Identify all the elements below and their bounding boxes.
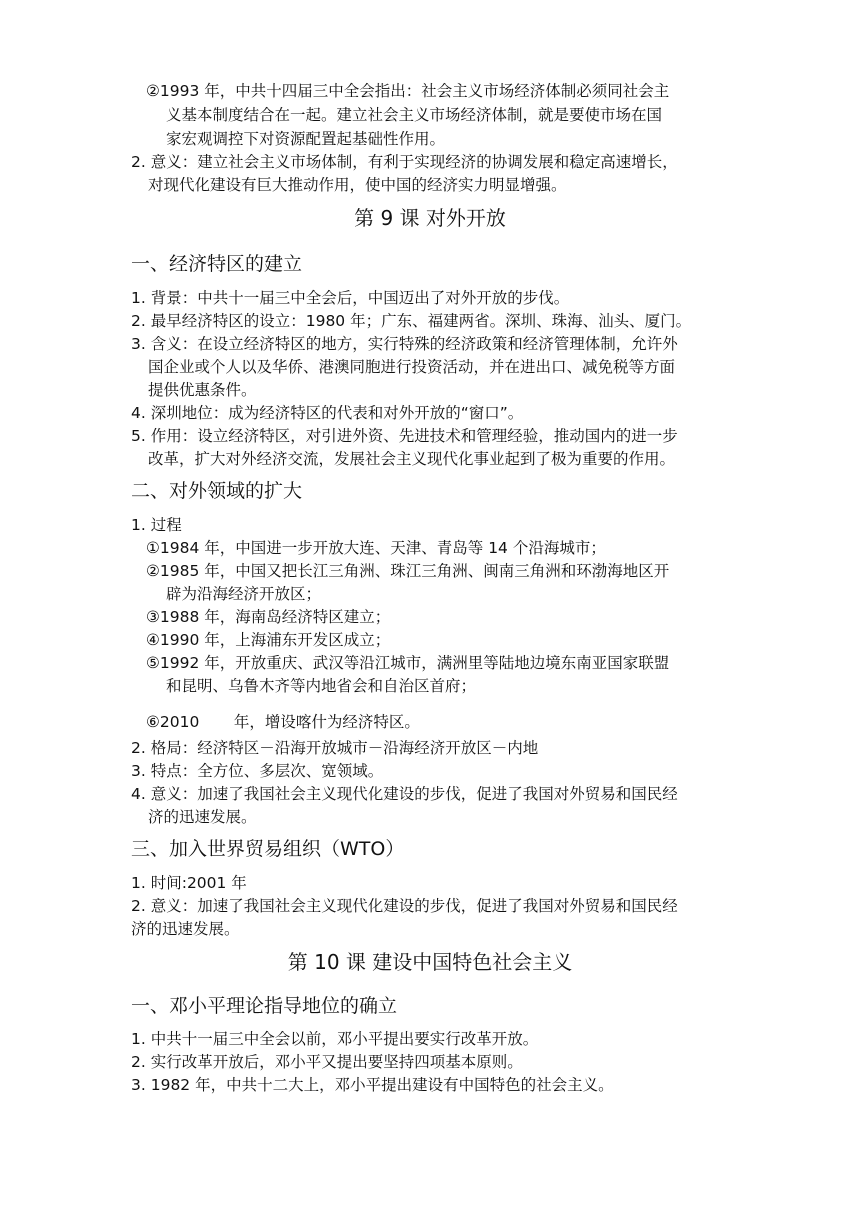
lesson-9-s3-point-2-line-1: 2. 意义：加速了我国社会主义现代化建设的步伐，促进了我国对外贸易和国民经 bbox=[131, 897, 678, 915]
lesson-10-title: 第 10 课 建设中国特色社会主义 bbox=[287, 950, 573, 974]
intro-point-2-line-2: 对现代化建设有巨大推动作用，使中国的经济实力明显增强。 bbox=[148, 176, 567, 194]
lesson-9-s1-point-2: 2. 最早经济特区的设立：1980 年；广东、福建两省。深圳、珠海、汕头、厦门。 bbox=[131, 312, 692, 330]
lesson-9-s1-point-3-line-2: 国企业或个人以及华侨、港澳同胞进行投资活动，并在进出口、减免税等方面 bbox=[148, 358, 676, 376]
lesson-9-s3-point-2-line-2: 济的迅速发展。 bbox=[131, 920, 240, 938]
intro-item-2-line-1: ②1993 年，中共十四届三中全会指出：社会主义市场经济体制必须同社会主 bbox=[146, 82, 670, 100]
lesson-9-s2-point-2: 2. 格局：经济特区－沿海开放城市－沿海经济开放区－内地 bbox=[131, 739, 539, 757]
lesson-9-s1-point-5-line-1: 5. 作用：设立经济特区，对引进外资、先进技术和管理经验，推动国内的进一步 bbox=[131, 427, 678, 445]
lesson-10-s1-point-1: 1. 中共十一届三中全会以前，邓小平提出要实行改革开放。 bbox=[131, 1030, 539, 1048]
lesson-9-section-3-heading: 三、加入世界贸易组织（WTO） bbox=[131, 838, 405, 860]
lesson-9-section-2-heading: 二、对外领域的扩大 bbox=[131, 480, 303, 502]
lesson-9-s2-event-4: ④1990 年，上海浦东开发区成立； bbox=[146, 631, 391, 649]
lesson-9-title: 第 9 课 对外开放 bbox=[354, 206, 506, 230]
lesson-9-s1-point-5-line-2: 改革，扩大对外经济交流，发展社会主义现代化事业起到了极为重要的作用。 bbox=[148, 450, 676, 468]
lesson-9-s2-event-5-line-2: 和昆明、乌鲁木齐等内地省会和自治区首府； bbox=[166, 677, 477, 695]
lesson-9-s1-point-3-line-3: 提供优惠条件。 bbox=[148, 381, 257, 399]
lesson-10-section-1-heading: 一、邓小平理论指导地位的确立 bbox=[131, 995, 398, 1017]
lesson-9-s2-event-2-line-1: ②1985 年，中国又把长江三角洲、珠江三角洲、闽南三角洲和环渤海地区开 bbox=[146, 562, 670, 580]
lesson-9-s2-event-5-line-1: ⑤1992 年，开放重庆、武汉等沿江城市，满洲里等陆地边境东南亚国家联盟 bbox=[146, 654, 670, 672]
lesson-10-s1-point-3: 3. 1982 年，中共十二大上，邓小平提出建设有中国特色的社会主义。 bbox=[131, 1076, 614, 1094]
lesson-9-s2-event-1: ①1984 年，中国进一步开放大连、天津、青岛等 14 个沿海城市； bbox=[146, 539, 606, 557]
intro-point-2-line-1: 2. 意义：建立社会主义市场体制，有利于实现经济的协调发展和稳定高速增长， bbox=[131, 153, 678, 171]
intro-item-2-line-2: 义基本制度结合在一起。建立社会主义市场经济体制，就是要使市场在国 bbox=[166, 106, 663, 124]
lesson-9-s2-point-3: 3. 特点：全方位、多层次、宽领域。 bbox=[131, 762, 384, 780]
lesson-9-s2-point-4-line-2: 济的迅速发展。 bbox=[148, 808, 257, 826]
lesson-9-s2-point-4-line-1: 4. 意义：加速了我国社会主义现代化建设的步伐，促进了我国对外贸易和国民经 bbox=[131, 785, 678, 803]
lesson-9-s2-event-3: ③1988 年，海南岛经济特区建立； bbox=[146, 608, 391, 626]
intro-item-2-line-3: 家宏观调控下对资源配置起基础性作用。 bbox=[166, 130, 446, 148]
lesson-9-s2-point-1: 1. 过程 bbox=[131, 516, 182, 534]
lesson-9-s1-point-4: 4. 深圳地位：成为经济特区的代表和对外开放的“窗口”。 bbox=[131, 404, 524, 422]
lesson-9-s3-point-1: 1. 时间:2001 年 bbox=[131, 874, 247, 892]
lesson-9-s1-point-1: 1. 背景：中共十一届三中全会后，中国迈出了对外开放的步伐。 bbox=[131, 289, 570, 307]
lesson-10-s1-point-2: 2. 实行改革开放后，邓小平又提出要坚持四项基本原则。 bbox=[131, 1053, 523, 1071]
lesson-9-s2-event-6: ⑥2010 年，增设喀什为经济特区。 bbox=[146, 713, 420, 731]
lesson-9-s2-event-2-line-2: 辟为沿海经济开放区； bbox=[166, 585, 322, 603]
lesson-9-section-1-heading: 一、经济特区的建立 bbox=[131, 253, 303, 275]
lesson-9-s1-point-3-line-1: 3. 含义：在设立经济特区的地方，实行特殊的经济政策和经济管理体制，允许外 bbox=[131, 335, 678, 353]
